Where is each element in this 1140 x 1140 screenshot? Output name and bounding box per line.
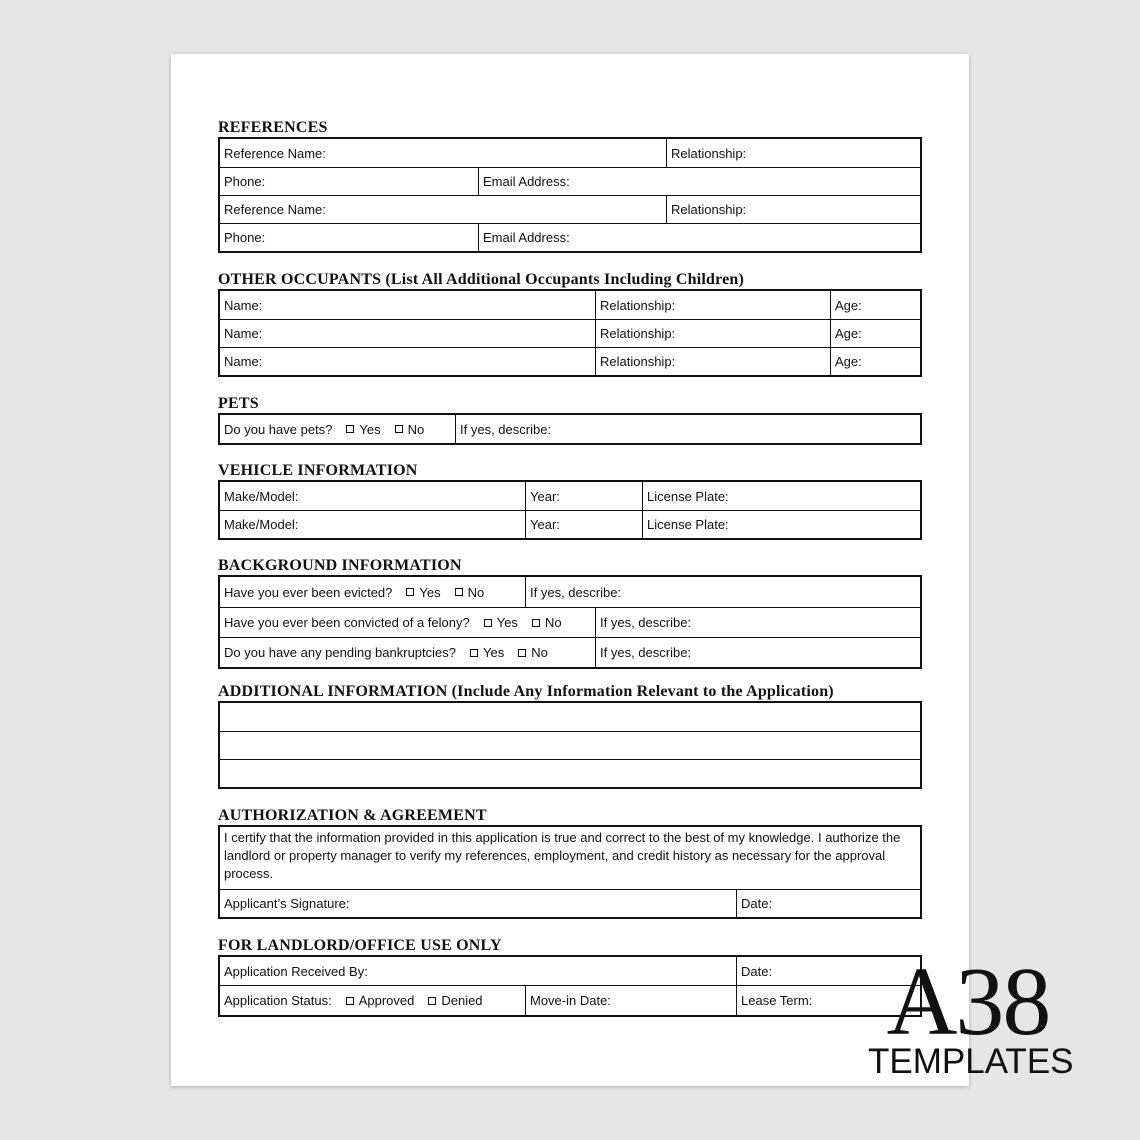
pets-describe-field[interactable]: If yes, describe: bbox=[455, 415, 920, 443]
evicted-question-cell bbox=[220, 577, 525, 607]
table-row bbox=[220, 291, 920, 319]
license-plate-field[interactable]: License Plate: bbox=[642, 511, 920, 538]
table-row bbox=[220, 167, 920, 195]
email-field[interactable]: Email Address: bbox=[478, 224, 920, 251]
felony-question-cell bbox=[220, 608, 595, 637]
table-row bbox=[220, 482, 920, 510]
checkbox-icon bbox=[346, 425, 354, 433]
occupant-relationship-field[interactable]: Relationship: bbox=[595, 291, 830, 319]
reference-name-field[interactable]: Reference Name: bbox=[224, 145, 326, 161]
table-row bbox=[220, 827, 920, 889]
year-field[interactable]: Year: bbox=[525, 482, 642, 510]
reference-name-field[interactable]: Reference Name: bbox=[224, 202, 326, 217]
authorization-table bbox=[218, 825, 922, 919]
table-row bbox=[220, 139, 920, 167]
table-row bbox=[220, 577, 920, 607]
additional-section bbox=[218, 683, 922, 789]
checkbox-icon bbox=[406, 588, 414, 596]
occupant-age-field[interactable]: Age: bbox=[830, 291, 920, 319]
occupant-age-field[interactable]: Age: bbox=[830, 320, 920, 347]
vehicle-section bbox=[218, 462, 922, 540]
table-row bbox=[220, 319, 920, 347]
additional-table bbox=[218, 701, 922, 789]
checkbox-icon bbox=[346, 997, 354, 1005]
pets-question-cell bbox=[220, 415, 455, 443]
evicted-no-checkbox[interactable] bbox=[455, 585, 485, 600]
felony-question: Have you ever been convicted of a felony? bbox=[224, 615, 470, 630]
yes-label: Yes bbox=[419, 584, 441, 600]
authorization-section bbox=[218, 807, 922, 919]
form-page bbox=[171, 54, 969, 1086]
bankruptcy-yes-checkbox[interactable] bbox=[470, 645, 504, 660]
make-model-field[interactable]: Make/Model: bbox=[224, 517, 299, 532]
table-row bbox=[220, 195, 920, 223]
checkbox-icon bbox=[395, 425, 403, 433]
email-field[interactable]: Email Address: bbox=[478, 168, 920, 195]
table-row bbox=[220, 889, 920, 917]
background-title: BACKGROUND INFORMATION bbox=[218, 557, 462, 574]
no-label: No bbox=[407, 421, 425, 437]
office-title: FOR LANDLORD/OFFICE USE ONLY bbox=[218, 937, 502, 954]
denied-checkbox[interactable] bbox=[428, 993, 482, 1008]
bankruptcy-no-checkbox[interactable] bbox=[518, 645, 548, 660]
office-date-field[interactable]: Date: bbox=[736, 957, 920, 985]
additional-line[interactable] bbox=[220, 703, 920, 731]
bankruptcy-describe-field[interactable]: If yes, describe: bbox=[595, 638, 920, 667]
references-section bbox=[218, 119, 922, 253]
logo-sub-text: TEMPLATES bbox=[868, 1042, 1074, 1081]
relationship-field[interactable]: Relationship: bbox=[666, 196, 920, 223]
table-row bbox=[220, 957, 920, 985]
vehicle-table bbox=[218, 480, 922, 540]
checkbox-icon bbox=[470, 649, 478, 657]
phone-field[interactable]: Phone: bbox=[224, 230, 266, 245]
make-model-field[interactable]: Make/Model: bbox=[224, 488, 299, 504]
table-row bbox=[220, 223, 920, 251]
pets-section bbox=[218, 395, 922, 445]
table-row bbox=[220, 637, 920, 667]
brand-logo bbox=[868, 948, 1074, 1084]
authorization-title: AUTHORIZATION & AGREEMENT bbox=[218, 807, 487, 824]
pets-table bbox=[218, 413, 922, 445]
occupant-age-field[interactable]: Age: bbox=[830, 348, 920, 375]
logo-main-text: A38 bbox=[886, 948, 1050, 1056]
bankruptcy-question-cell bbox=[220, 638, 595, 667]
background-table bbox=[218, 575, 922, 669]
lease-term-field[interactable]: Lease Term: bbox=[736, 986, 920, 1015]
signature-field[interactable]: Applicant’s Signature: bbox=[224, 896, 350, 911]
vehicle-title: VEHICLE INFORMATION bbox=[218, 462, 418, 479]
background-section bbox=[218, 557, 922, 669]
relationship-field[interactable]: Relationship: bbox=[666, 139, 920, 167]
signature-date-field[interactable]: Date: bbox=[736, 890, 920, 917]
status-cell bbox=[220, 986, 525, 1015]
bankruptcy-question: Do you have any pending bankruptcies? bbox=[224, 645, 456, 660]
evicted-describe-field[interactable]: If yes, describe: bbox=[525, 577, 920, 607]
move-in-date-field[interactable]: Move-in Date: bbox=[525, 986, 736, 1015]
denied-label: Denied bbox=[441, 993, 483, 1008]
additional-title: ADDITIONAL INFORMATION (Include Any Information Relevant to the Application) bbox=[218, 683, 834, 700]
pets-yes-checkbox[interactable] bbox=[346, 422, 380, 437]
checkbox-icon bbox=[455, 588, 463, 596]
occupants-table bbox=[218, 289, 922, 377]
pets-no-checkbox[interactable] bbox=[395, 422, 425, 437]
status-label: Application Status: bbox=[224, 993, 332, 1008]
additional-line[interactable] bbox=[220, 731, 920, 759]
received-by-field[interactable]: Application Received By: bbox=[224, 963, 368, 979]
references-table bbox=[218, 137, 922, 253]
references-title: REFERENCES bbox=[218, 119, 328, 136]
office-section bbox=[218, 937, 922, 1017]
checkbox-icon bbox=[532, 619, 540, 627]
evicted-yes-checkbox[interactable] bbox=[406, 585, 440, 600]
occupant-name-field[interactable]: Name: bbox=[224, 354, 263, 369]
no-label: No bbox=[531, 645, 548, 660]
occupant-name-field[interactable]: Name: bbox=[224, 326, 263, 341]
pets-question: Do you have pets? bbox=[224, 421, 333, 437]
yes-label: Yes bbox=[359, 421, 381, 437]
authorization-statement: I certify that the information provided in this application is true and correct to the best of my knowledge. I authorize the landlord or property manager to verify my references, employment, and credit history as necessary for the approval process. bbox=[224, 830, 901, 881]
occupant-name-field[interactable]: Name: bbox=[224, 297, 263, 313]
checkbox-icon bbox=[484, 619, 492, 627]
no-label: No bbox=[467, 584, 485, 600]
table-row bbox=[220, 510, 920, 538]
no-label: No bbox=[544, 615, 562, 630]
year-field[interactable]: Year: bbox=[525, 511, 642, 538]
checkbox-icon bbox=[428, 997, 436, 1005]
felony-no-checkbox[interactable] bbox=[532, 615, 562, 630]
occupant-relationship-field[interactable]: Relationship: bbox=[595, 348, 830, 375]
occupants-title: OTHER OCCUPANTS (List All Additional Occupants Including Children) bbox=[218, 271, 745, 288]
phone-field[interactable]: Phone: bbox=[224, 174, 266, 189]
evicted-question: Have you ever been evicted? bbox=[224, 584, 393, 600]
occupants-section bbox=[218, 271, 922, 377]
checkbox-icon bbox=[518, 649, 526, 657]
table-row bbox=[220, 347, 920, 375]
license-plate-field[interactable]: License Plate: bbox=[642, 482, 920, 510]
table-row bbox=[220, 607, 920, 637]
yes-label: Yes bbox=[496, 615, 518, 630]
approved-label: Approved bbox=[358, 993, 415, 1008]
additional-line[interactable] bbox=[220, 759, 920, 787]
office-table bbox=[218, 955, 922, 1017]
felony-yes-checkbox[interactable] bbox=[484, 615, 518, 630]
table-row bbox=[220, 985, 920, 1015]
yes-label: Yes bbox=[483, 645, 505, 660]
felony-describe-field[interactable]: If yes, describe: bbox=[595, 608, 920, 637]
occupant-relationship-field[interactable]: Relationship: bbox=[595, 320, 830, 347]
pets-title: PETS bbox=[218, 395, 259, 412]
table-row bbox=[220, 415, 920, 443]
approved-checkbox[interactable] bbox=[346, 993, 415, 1008]
